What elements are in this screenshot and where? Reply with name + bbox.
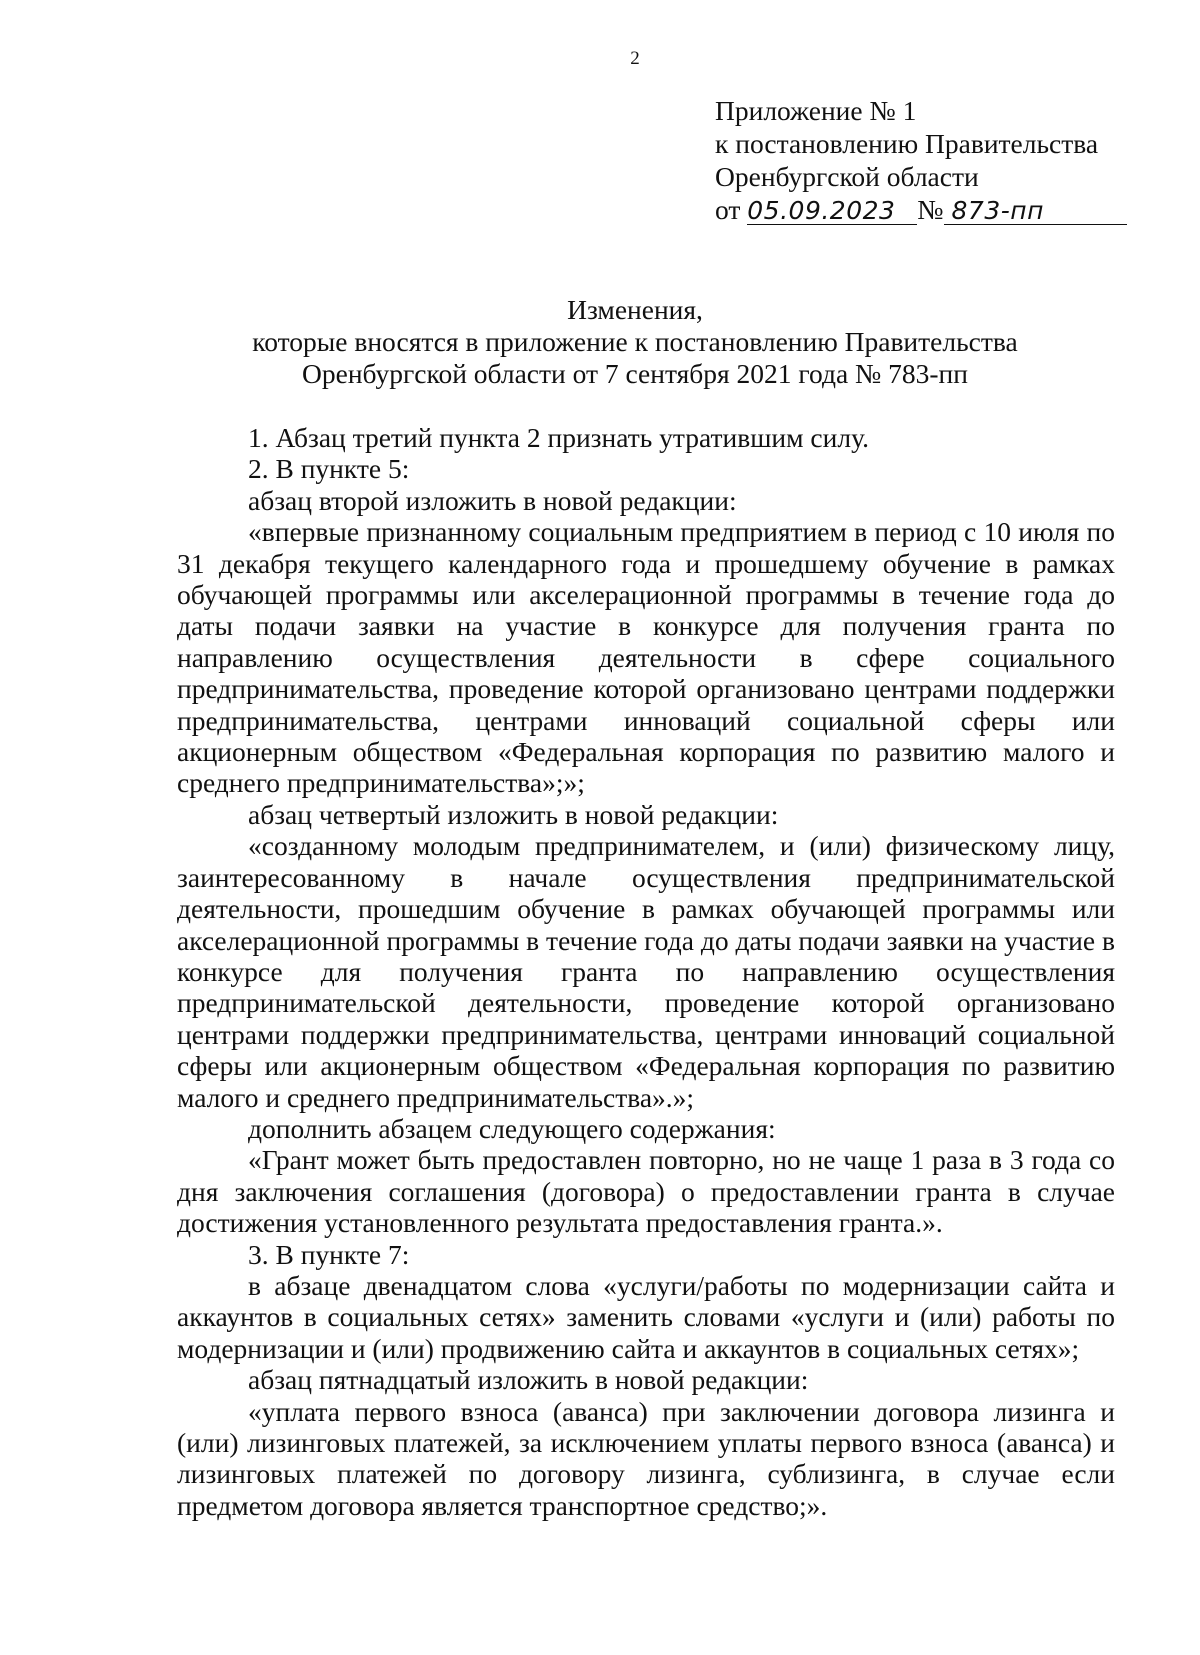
handwritten-number: 873-пп [944, 198, 1127, 225]
paragraph: 3. В пункте 7: [248, 1238, 410, 1270]
paragraph: абзац четвертый изложить в новой редакции: [248, 798, 779, 830]
paragraph: «впервые признанному социальным предприятием в период с 10 июля по 31 декабря текущего календарного года и прошедшему обучение в рамках обучающей программы или акселерационной программы в течение года до даты подачи заявки на участие в конкурсе для получения гранта по направлению осуществления деятельности в сфере социального предпринимательства, проведение которой организовано центрами поддержки предпринимательства, центрами инноваций социальной сферы или акционерным обществом «Федеральная корпорация по развитию малого и среднего предпринимательства»;»; [177, 516, 1115, 799]
page-number: 2 [630, 48, 640, 69]
title-line-3: Оренбургской области от 7 сентября 2021 года № 783-пп [302, 358, 968, 389]
paragraph: абзац второй изложить в новой редакции: [248, 484, 737, 516]
handwritten-date: 05.09.2023 [747, 198, 917, 225]
paragraph: «уплата первого взноса (аванса) при заключении договора лизинга и (или) лизинговых платежей, за исключением уплаты первого взноса (аванса) и лизинговых платежей по договору лизинга, сублизинга, в случае если предметом договора является транспортное средство;». [177, 1395, 1115, 1521]
paragraph: дополнить абзацем следующего содержания: [248, 1112, 776, 1144]
number-sign: № [917, 194, 944, 225]
appendix-line-region: Оренбургской области [715, 161, 979, 192]
document-title [0, 294, 1200, 390]
document-body [177, 422, 1115, 1521]
paragraph: «Грант может быть предоставлен повторно, но не чаще 1 раза в 3 года со дня заключения соглашения (договора) о предоставлении гранта в случае достижения установленного результата предоставления гранта.». [177, 1144, 1115, 1239]
appendix-date-line [715, 193, 1127, 226]
paragraph: 2. В пункте 5: [248, 453, 410, 485]
paragraph: абзац пятнадцатый изложить в новой редакции: [248, 1364, 809, 1396]
paragraph: в абзаце двенадцатом слова «услуги/работы по модернизации сайта и аккаунтов в социальных сетях» заменить словами «услуги и (или) работы по модернизации и (или) продвижению сайта и аккаунтов в социальных сетях»; [177, 1269, 1115, 1364]
appendix-line-resolution: к постановлению Правительства [715, 128, 1099, 159]
title-line-1: Изменения, [567, 294, 703, 325]
paragraph: 1. Абзац третий пункта 2 признать утратившим силу. [248, 422, 869, 453]
from-label: от [715, 194, 741, 225]
appendix-block [715, 94, 1127, 226]
appendix-title: Приложение № 1 [715, 95, 917, 126]
title-line-2: которые вносятся в приложение к постановлению Правительства [252, 326, 1018, 357]
paragraph: «созданному молодым предпринимателем, и (или) физическому лицу, заинтересованному в начале осуществления предпринимательской деятельности, прошедшим обучение в рамках обучающей программы или акселерационной программы в течение года до даты подачи заявки на участие в конкурсе для получения гранта по направлению осуществления предпринимательской деятельности, проведение которой организовано центрами поддержки предпринимательства, центрами инноваций социальной сферы или акционерным обществом «Федеральная корпорация по развитию малого и среднего предпринимательства».»; [177, 830, 1115, 1113]
